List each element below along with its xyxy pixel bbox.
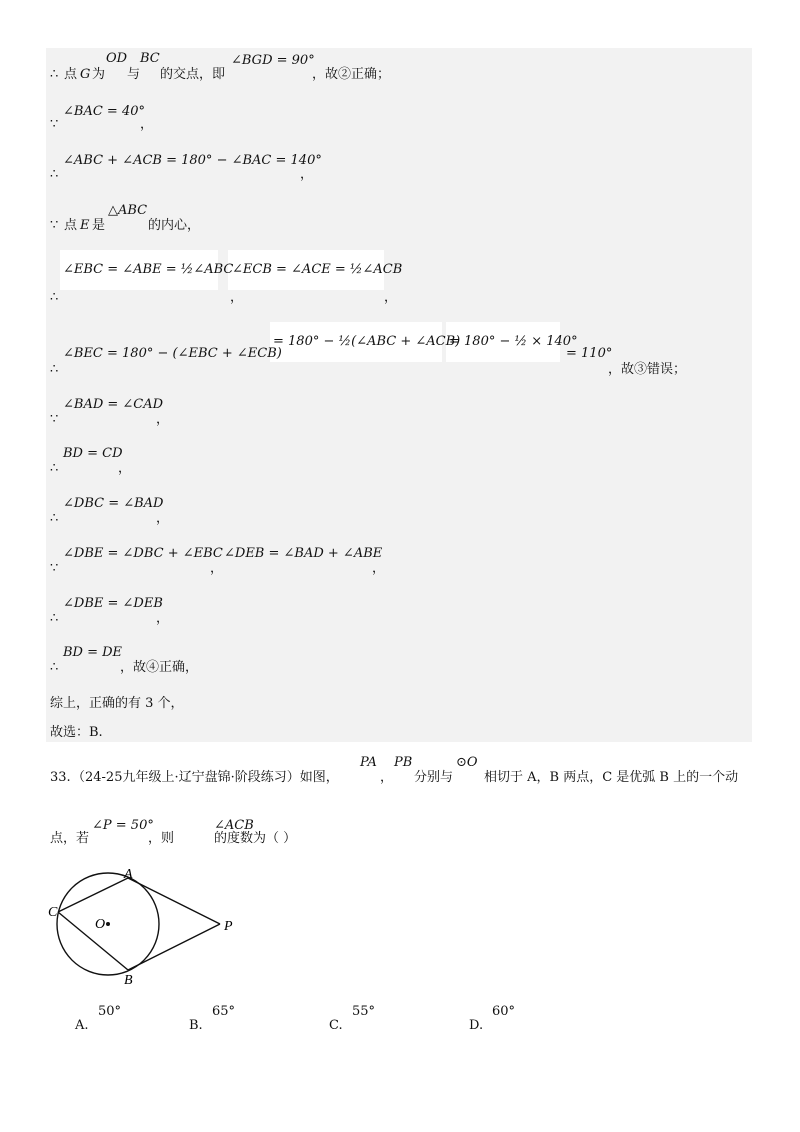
text-shi: 是	[92, 218, 106, 233]
label-o: O	[95, 917, 106, 932]
math-bec-result: = 110°	[566, 346, 613, 361]
center-dot	[106, 922, 110, 926]
text-wei: 为	[92, 67, 106, 82]
label-a: A	[124, 867, 133, 882]
math-bc: BC	[140, 51, 160, 66]
option-a-value[interactable]: 50°	[98, 1004, 122, 1019]
math-circle-o: ⊙O	[456, 755, 478, 770]
question-line2-pre: 点，若	[50, 831, 90, 846]
text-conclusion-4: ，故④正确，	[120, 660, 199, 675]
comma: ，	[156, 412, 170, 427]
tangent-pa	[128, 878, 220, 924]
question-number: 33.	[50, 770, 71, 785]
text-yu: 与	[127, 67, 141, 82]
comma: ，	[230, 290, 244, 305]
answer-text: 故选：B.	[50, 725, 103, 740]
label-p: P	[224, 919, 233, 934]
chord-cb	[58, 912, 128, 970]
math-dbe-deb: ∠DBE = ∠DEB	[63, 596, 163, 611]
therefore-symbol: ∴	[50, 167, 59, 182]
option-a-letter[interactable]: A.	[75, 1018, 89, 1033]
math-angle-p: ∠P = 50°	[92, 818, 154, 833]
math-bd-de: BD = DE	[63, 645, 123, 660]
math-ebc-eq: ∠EBC = ∠ABE = ½∠ABC	[63, 262, 234, 277]
comma: ，	[384, 290, 398, 305]
math-triangle-abc: △ABC	[108, 203, 148, 218]
math-bec-expr: ∠BEC = 180° − (∠EBC + ∠ECB)	[63, 346, 282, 361]
math-bec-step2: = 180° − ½(∠ABC + ∠ACB)	[273, 334, 461, 349]
math-e: E	[80, 218, 90, 233]
comma: ，	[300, 167, 314, 182]
option-d-value[interactable]: 60°	[492, 1004, 516, 1019]
text-dian: 点	[64, 67, 78, 82]
text-jiaodian: 的交点，即	[160, 67, 226, 82]
therefore-symbol: ∴	[50, 67, 59, 82]
math-angle-bgd: ∠BGD = 90°	[231, 53, 315, 68]
math-pa: PA	[360, 755, 377, 770]
label-b: B	[124, 973, 133, 988]
therefore-symbol: ∴	[50, 611, 59, 626]
math-dbe-sum: ∠DBE = ∠DBC + ∠EBC	[63, 546, 223, 561]
comma: ，	[380, 770, 394, 785]
math-bec-step3: = 180° − ½ × 140°	[449, 334, 578, 349]
math-angle-acb: ∠ACB	[214, 818, 254, 833]
math-g: G	[80, 67, 91, 82]
comma: ，	[156, 511, 170, 526]
therefore-symbol: ∴	[50, 660, 59, 675]
comma: ，	[210, 561, 224, 576]
math-pb: PB	[394, 755, 413, 770]
therefore-symbol: ∴	[50, 290, 59, 305]
text-dian: 点	[64, 218, 78, 233]
option-b-value[interactable]: 65°	[212, 1004, 236, 1019]
math-dbc-bad: ∠DBC = ∠BAD	[63, 496, 164, 511]
math-angle-bac: ∠BAC = 40°	[63, 104, 145, 119]
option-d-letter[interactable]: D.	[469, 1018, 484, 1033]
math-od: OD	[106, 51, 128, 66]
question-text-rest: 相切于 A，B 两点，C 是优弧 B 上的一个动	[484, 770, 739, 785]
text-incenter: 的内心，	[148, 218, 201, 233]
question-line2-mid: ，则	[148, 831, 175, 846]
summary-text: 综上，正确的有 3 个，	[50, 696, 184, 711]
math-deb-sum: ∠DEB = ∠BAD + ∠ABE	[224, 546, 383, 561]
tangent-circle-figure	[44, 862, 244, 992]
option-b-letter[interactable]: B.	[189, 1018, 203, 1033]
comma: ，	[372, 561, 386, 576]
because-symbol: ∵	[50, 218, 59, 233]
math-bd-cd: BD = CD	[63, 446, 123, 461]
because-symbol: ∵	[50, 561, 59, 576]
math-bad-cad: ∠BAD = ∠CAD	[63, 397, 164, 412]
therefore-symbol: ∴	[50, 362, 59, 377]
label-c: C	[48, 905, 58, 920]
text-conclusion-3: ，故③错误；	[608, 362, 687, 377]
because-symbol: ∵	[50, 117, 59, 132]
chord-ca	[58, 878, 128, 912]
option-c-letter[interactable]: C.	[329, 1018, 343, 1033]
therefore-symbol: ∴	[50, 511, 59, 526]
question-line2-post: 的度数为（ ）	[214, 831, 297, 846]
therefore-symbol: ∴	[50, 461, 59, 476]
comma: ，	[118, 461, 132, 476]
comma: ，	[140, 117, 154, 132]
because-symbol: ∵	[50, 412, 59, 427]
tangent-pb	[128, 924, 220, 970]
option-c-value[interactable]: 55°	[352, 1004, 376, 1019]
text-fenbie: 分别与	[414, 770, 454, 785]
math-ecb-eq: ∠ECB = ∠ACE = ½∠ACB	[232, 262, 403, 277]
comma: ，	[156, 611, 170, 626]
text-conclusion-2: ，故②正确；	[312, 67, 391, 82]
question-source: （24-25九年级上·辽宁盘锦·阶段练习）如图，	[72, 770, 339, 785]
math-angle-sum: ∠ABC + ∠ACB = 180° − ∠BAC = 140°	[63, 153, 322, 168]
